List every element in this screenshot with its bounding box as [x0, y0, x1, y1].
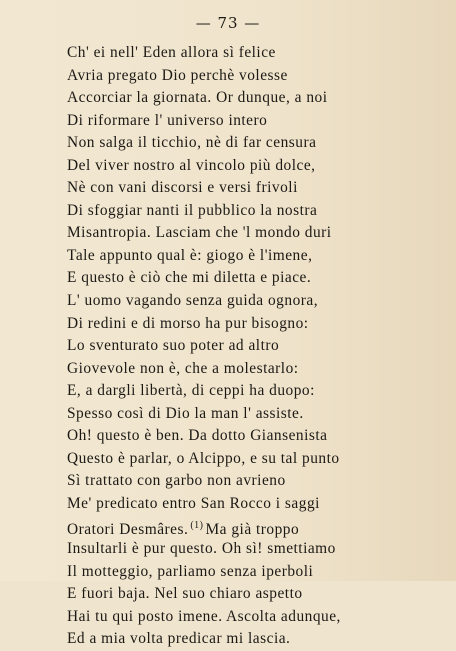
- verse-line: Di riformare l' universo intero: [67, 111, 268, 129]
- verse-line: Misantropia. Lasciam che 'l mondo duri: [67, 224, 332, 242]
- verse-line: Me' predicato entro San Rocco i saggi: [67, 494, 320, 512]
- verse-line: E questo è ciò che mi diletta e piace.: [67, 269, 312, 287]
- verse-line: Sì trattato con garbo non avrieno: [67, 472, 286, 490]
- footnote-ref[interactable]: (1): [190, 520, 204, 532]
- page-number: — 73 —: [195, 14, 261, 32]
- verse-line: Il motteggio, parliamo senza iperboli: [67, 562, 314, 580]
- verse-line: Del viver nostro al vincolo più dolce,: [67, 156, 316, 174]
- verse-line: Ch' ei nell' Eden allora sì felice: [67, 44, 276, 61]
- verse-line-text: Oratori Desmâres.: [67, 521, 189, 539]
- verse-line: Hai tu qui posto imene. Ascolta adunque,: [67, 607, 341, 625]
- verse-line: Di sfoggiar nanti il pubblico la nostra: [67, 201, 318, 219]
- verse-line: Avria pregato Dio perchè volesse: [67, 66, 288, 84]
- verse-line: Oh! questo è ben. Da dotto Giansenista: [67, 427, 328, 445]
- verse-line: Ed a mia volta predicar mi lascia.: [67, 630, 291, 648]
- verse-line-with-footnote: [67, 515, 447, 538]
- verse-line: Questo è parlar, o Alcippo, e su tal punto: [67, 449, 340, 467]
- verse-line: L' uomo vagando senza guida ognora,: [67, 292, 319, 310]
- verse-line: Nè con vani discorsi e versi frivoli: [67, 179, 298, 197]
- verse-line: Non salga il ticchio, nè di far censura: [67, 134, 317, 152]
- verse-line: Insultarli è pur questo. Oh sì! smettiamo: [67, 540, 336, 558]
- verse-line: Tale appunto qual è: giogo è l'imene,: [67, 246, 313, 264]
- verse-line: Giovevole non è, che a molestarlo:: [67, 359, 299, 377]
- verse-line: Lo sventurato suo poter ad altro: [67, 337, 280, 355]
- verse-line: Di redini e di morso ha pur bisogno:: [67, 314, 309, 332]
- verse-line-continuation: Ma già troppo: [205, 521, 300, 539]
- verse-line: Spesso così di Dio la man l' assiste.: [67, 404, 304, 422]
- verse-line: E fuori baja. Nel suo chiaro aspetto: [67, 585, 303, 603]
- verse-line: E, a dargli libertà, di ceppi ha duopo:: [67, 382, 315, 400]
- verse-line: Accorciar la giornata. Or dunque, a noi: [67, 89, 328, 107]
- verse-text: [67, 42, 447, 651]
